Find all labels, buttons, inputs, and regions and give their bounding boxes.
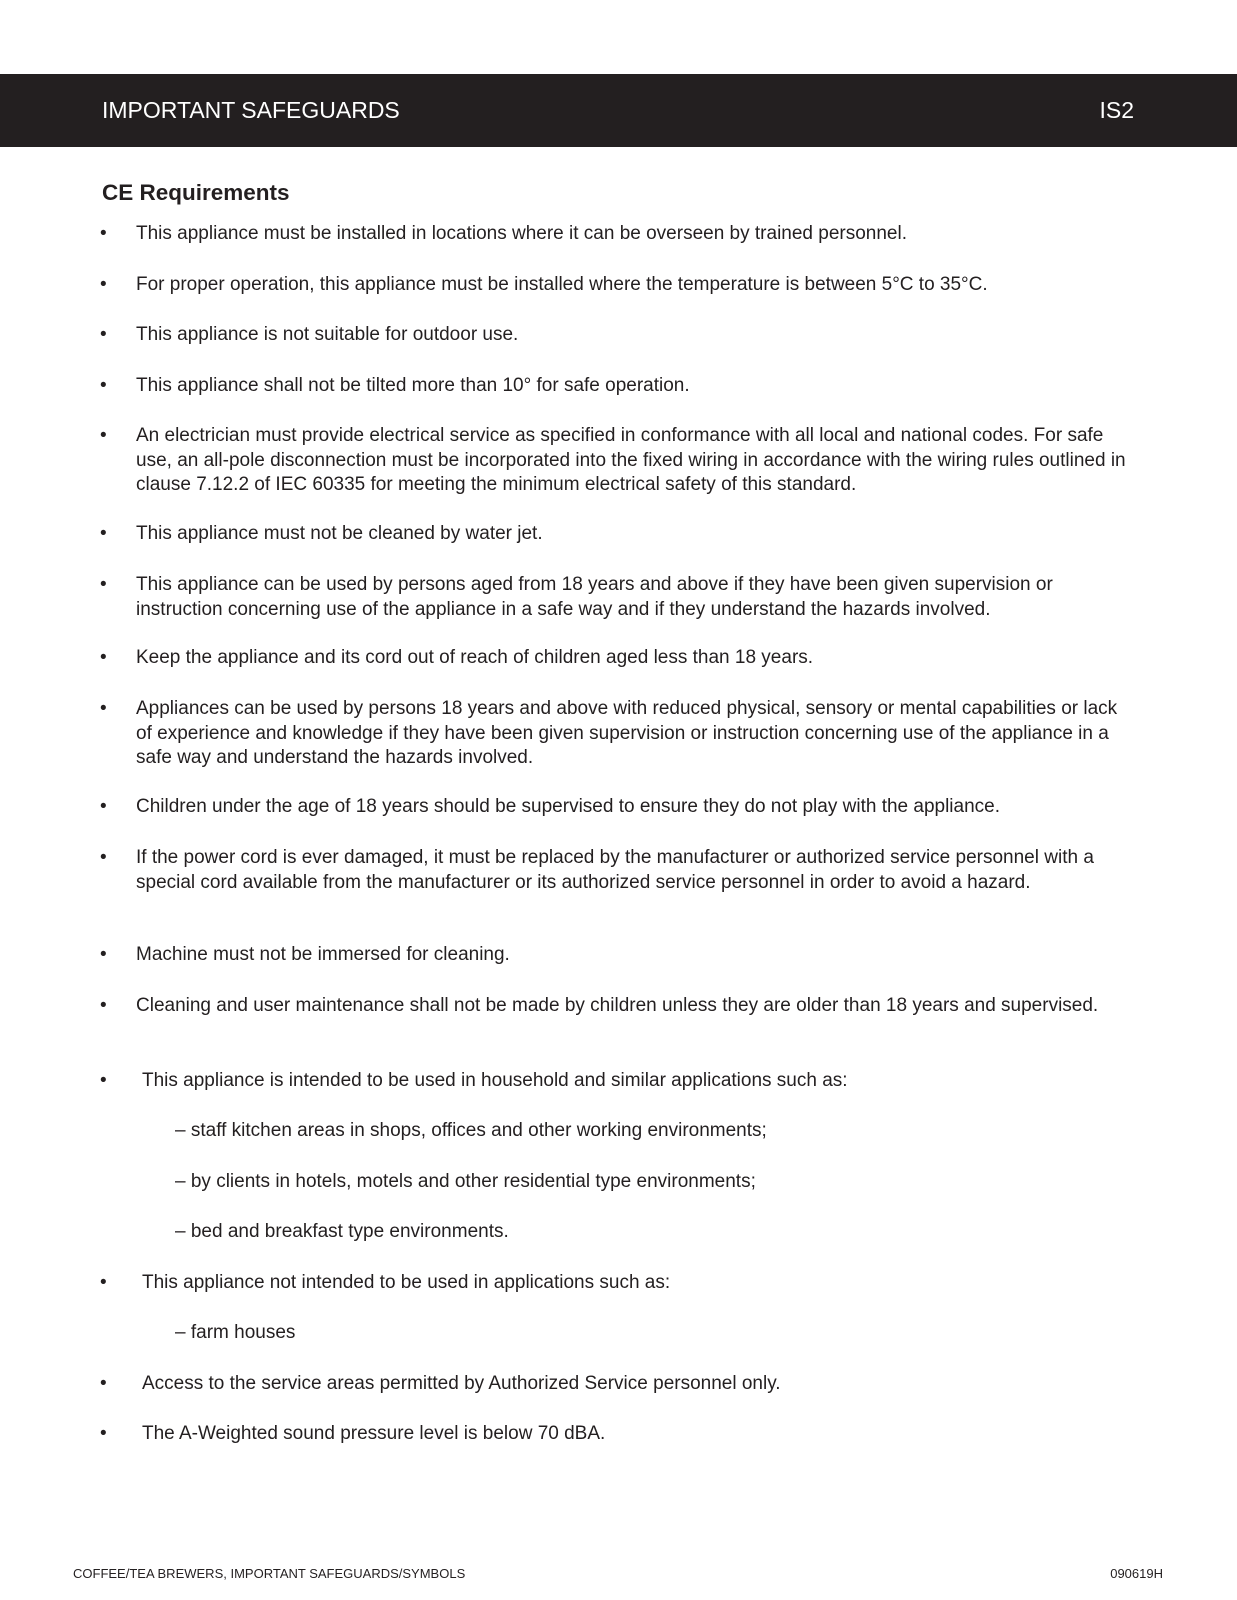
footer-document-code: 090619H xyxy=(1110,1566,1163,1581)
bullet-marker: • xyxy=(100,574,107,595)
list-item: An electrician must provide electrical service as specified in conformance with all local and national codes. For safe use, an all-pole disconnection must be incorporated into the fixed wiring in accordance with the wiring rules outlined in clause 7.12.2 of IEC 60335 for meeting the minimum electrical safety of this standard. xyxy=(136,425,1126,495)
list-item: Children under the age of 18 years should be supervised to ensure they do not play with the appliance. xyxy=(136,796,1001,817)
bullet-marker: • xyxy=(100,425,107,446)
sub-list-item: – by clients in hotels, motels and other residential type environments; xyxy=(175,1171,756,1192)
section-title: CE Requirements xyxy=(102,180,290,205)
list-item: Machine must not be immersed for cleaning. xyxy=(136,944,510,965)
list-item: Appliances can be used by persons 18 years and above with reduced physical, sensory or mental capabilities or lack of experience and knowledge if they have been given supervision or instruction concerning use of the appliance in a safe way and understand the hazards involved. xyxy=(136,698,1118,768)
page-header-title: IMPORTANT SAFEGUARDS xyxy=(102,97,400,123)
sub-list-item: – staff kitchen areas in shops, offices and other working environments; xyxy=(175,1120,767,1141)
bullet-marker: • xyxy=(100,944,107,965)
bullet-marker: • xyxy=(100,1373,107,1394)
bullet-marker: • xyxy=(100,1070,107,1091)
list-item: This appliance can be used by persons aged from 18 years and above if they have been given supervision or instruction concerning use of the appliance in a safe way and if they understand the hazards involved. xyxy=(136,574,1053,620)
bullet-marker: • xyxy=(100,698,107,719)
bullet-marker: • xyxy=(100,847,107,868)
list-item: Cleaning and user maintenance shall not be made by children unless they are older than 18 years and supervised. xyxy=(136,995,1099,1016)
list-item: The A-Weighted sound pressure level is below 70 dBA. xyxy=(142,1423,606,1444)
sub-list-item: – farm houses xyxy=(175,1322,296,1343)
bullet-marker: • xyxy=(100,1272,107,1293)
list-item: If the power cord is ever damaged, it must be replaced by the manufacturer or authorized service personnel with a special cord available from the manufacturer or its authorized service personnel in order to avoid a hazard. xyxy=(136,847,1094,893)
bullet-marker: • xyxy=(100,274,107,295)
bullet-marker: • xyxy=(100,995,107,1016)
bullet-marker: • xyxy=(100,223,107,244)
bullet-marker: • xyxy=(100,375,107,396)
list-item: For proper operation, this appliance must be installed where the temperature is between 5°C to 35°C. xyxy=(136,274,988,295)
bullet-marker: • xyxy=(100,1423,107,1444)
list-item: This appliance must be installed in locations where it can be overseen by trained personnel. xyxy=(136,223,908,244)
list-item: This appliance not intended to be used in applications such as: xyxy=(142,1272,671,1293)
list-item: This appliance is intended to be used in household and similar applications such as: xyxy=(142,1070,848,1091)
list-item: This appliance must not be cleaned by water jet. xyxy=(136,523,543,544)
footer-document-title: COFFEE/TEA BREWERS, IMPORTANT SAFEGUARDS/SYMBOLS xyxy=(73,1566,466,1581)
list-item: Access to the service areas permitted by Authorized Service personnel only. xyxy=(142,1373,781,1394)
bullet-marker: • xyxy=(100,647,107,668)
bullet-marker: • xyxy=(100,796,107,817)
bullet-marker: • xyxy=(100,523,107,544)
bullet-marker: • xyxy=(100,324,107,345)
page-header-code: IS2 xyxy=(1099,97,1134,123)
list-item: Keep the appliance and its cord out of reach of children aged less than 18 years. xyxy=(136,647,814,668)
list-item: This appliance shall not be tilted more than 10° for safe operation. xyxy=(136,375,690,396)
sub-list-item: – bed and breakfast type environments. xyxy=(175,1221,509,1242)
list-item: This appliance is not suitable for outdoor use. xyxy=(136,324,519,345)
